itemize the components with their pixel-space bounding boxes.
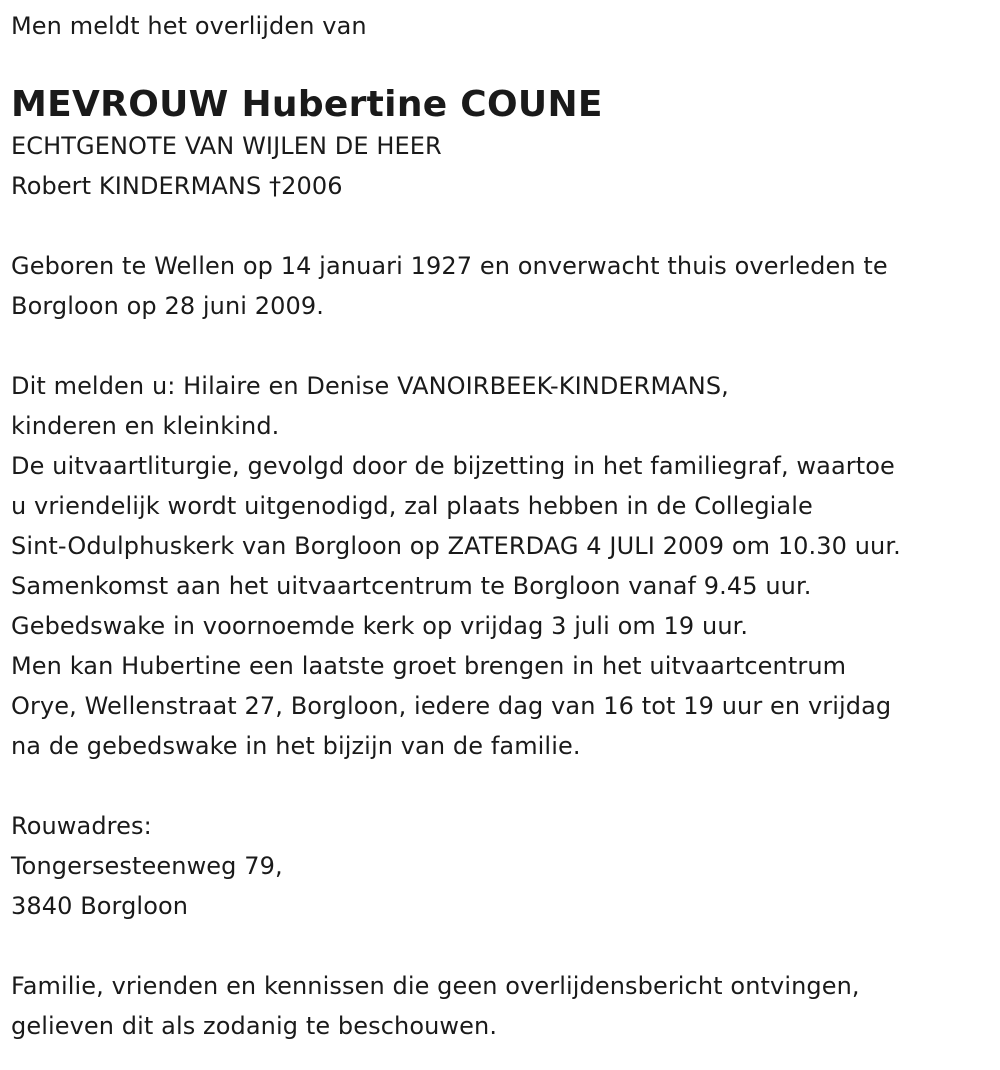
announcement-line: De uitvaartliturgie, gevolgd door de bijzetting in het familiegraf, waartoe xyxy=(11,452,895,480)
birth-death-line-2: Borgloon op 28 juni 2009. xyxy=(11,292,325,320)
address-street: Tongersesteenweg 79, xyxy=(11,852,283,880)
announcement-line: kinderen en kleinkind. xyxy=(11,412,280,440)
spouse-line-1: ECHTGENOTE VAN WIJLEN DE HEER xyxy=(11,132,442,160)
intro-text: Men meldt het overlijden van xyxy=(11,12,367,40)
announcement-line: Dit melden u: Hilaire en Denise VANOIRBEEK-KINDERMANS, xyxy=(11,372,729,400)
announcement-line: Orye, Wellenstraat 27, Borgloon, iedere dag van 16 tot 19 uur en vrijdag xyxy=(11,692,892,720)
deceased-name: MEVROUW Hubertine COUNE xyxy=(11,84,603,125)
announcement-line: na de gebedswake in het bijzijn van de familie. xyxy=(11,732,581,760)
closing-line-2: gelieven dit als zodanig te beschouwen. xyxy=(11,1012,498,1040)
closing-line-1: Familie, vrienden en kennissen die geen overlijdensbericht ontvingen, xyxy=(11,972,860,1000)
obituary-notice xyxy=(11,6,996,1046)
announcement-line: u vriendelijk wordt uitgenodigd, zal plaats hebben in de Collegiale xyxy=(11,492,813,520)
announcement-line: Men kan Hubertine een laatste groet brengen in het uitvaartcentrum xyxy=(11,652,847,680)
announcement-line: Gebedswake in voornoemde kerk op vrijdag 3 juli om 19 uur. xyxy=(11,612,749,640)
address-city: 3840 Borgloon xyxy=(11,892,189,920)
birth-death-line-1: Geboren te Wellen op 14 januari 1927 en onverwacht thuis overleden te xyxy=(11,252,888,280)
address-label: Rouwadres: xyxy=(11,812,152,840)
announcement-line: Samenkomst aan het uitvaartcentrum te Borgloon vanaf 9.45 uur. xyxy=(11,572,812,600)
spouse-line-2: Robert KINDERMANS †2006 xyxy=(11,172,343,200)
announcement-line: Sint-Odulphuskerk van Borgloon op ZATERDAG 4 JULI 2009 om 10.30 uur. xyxy=(11,532,901,560)
